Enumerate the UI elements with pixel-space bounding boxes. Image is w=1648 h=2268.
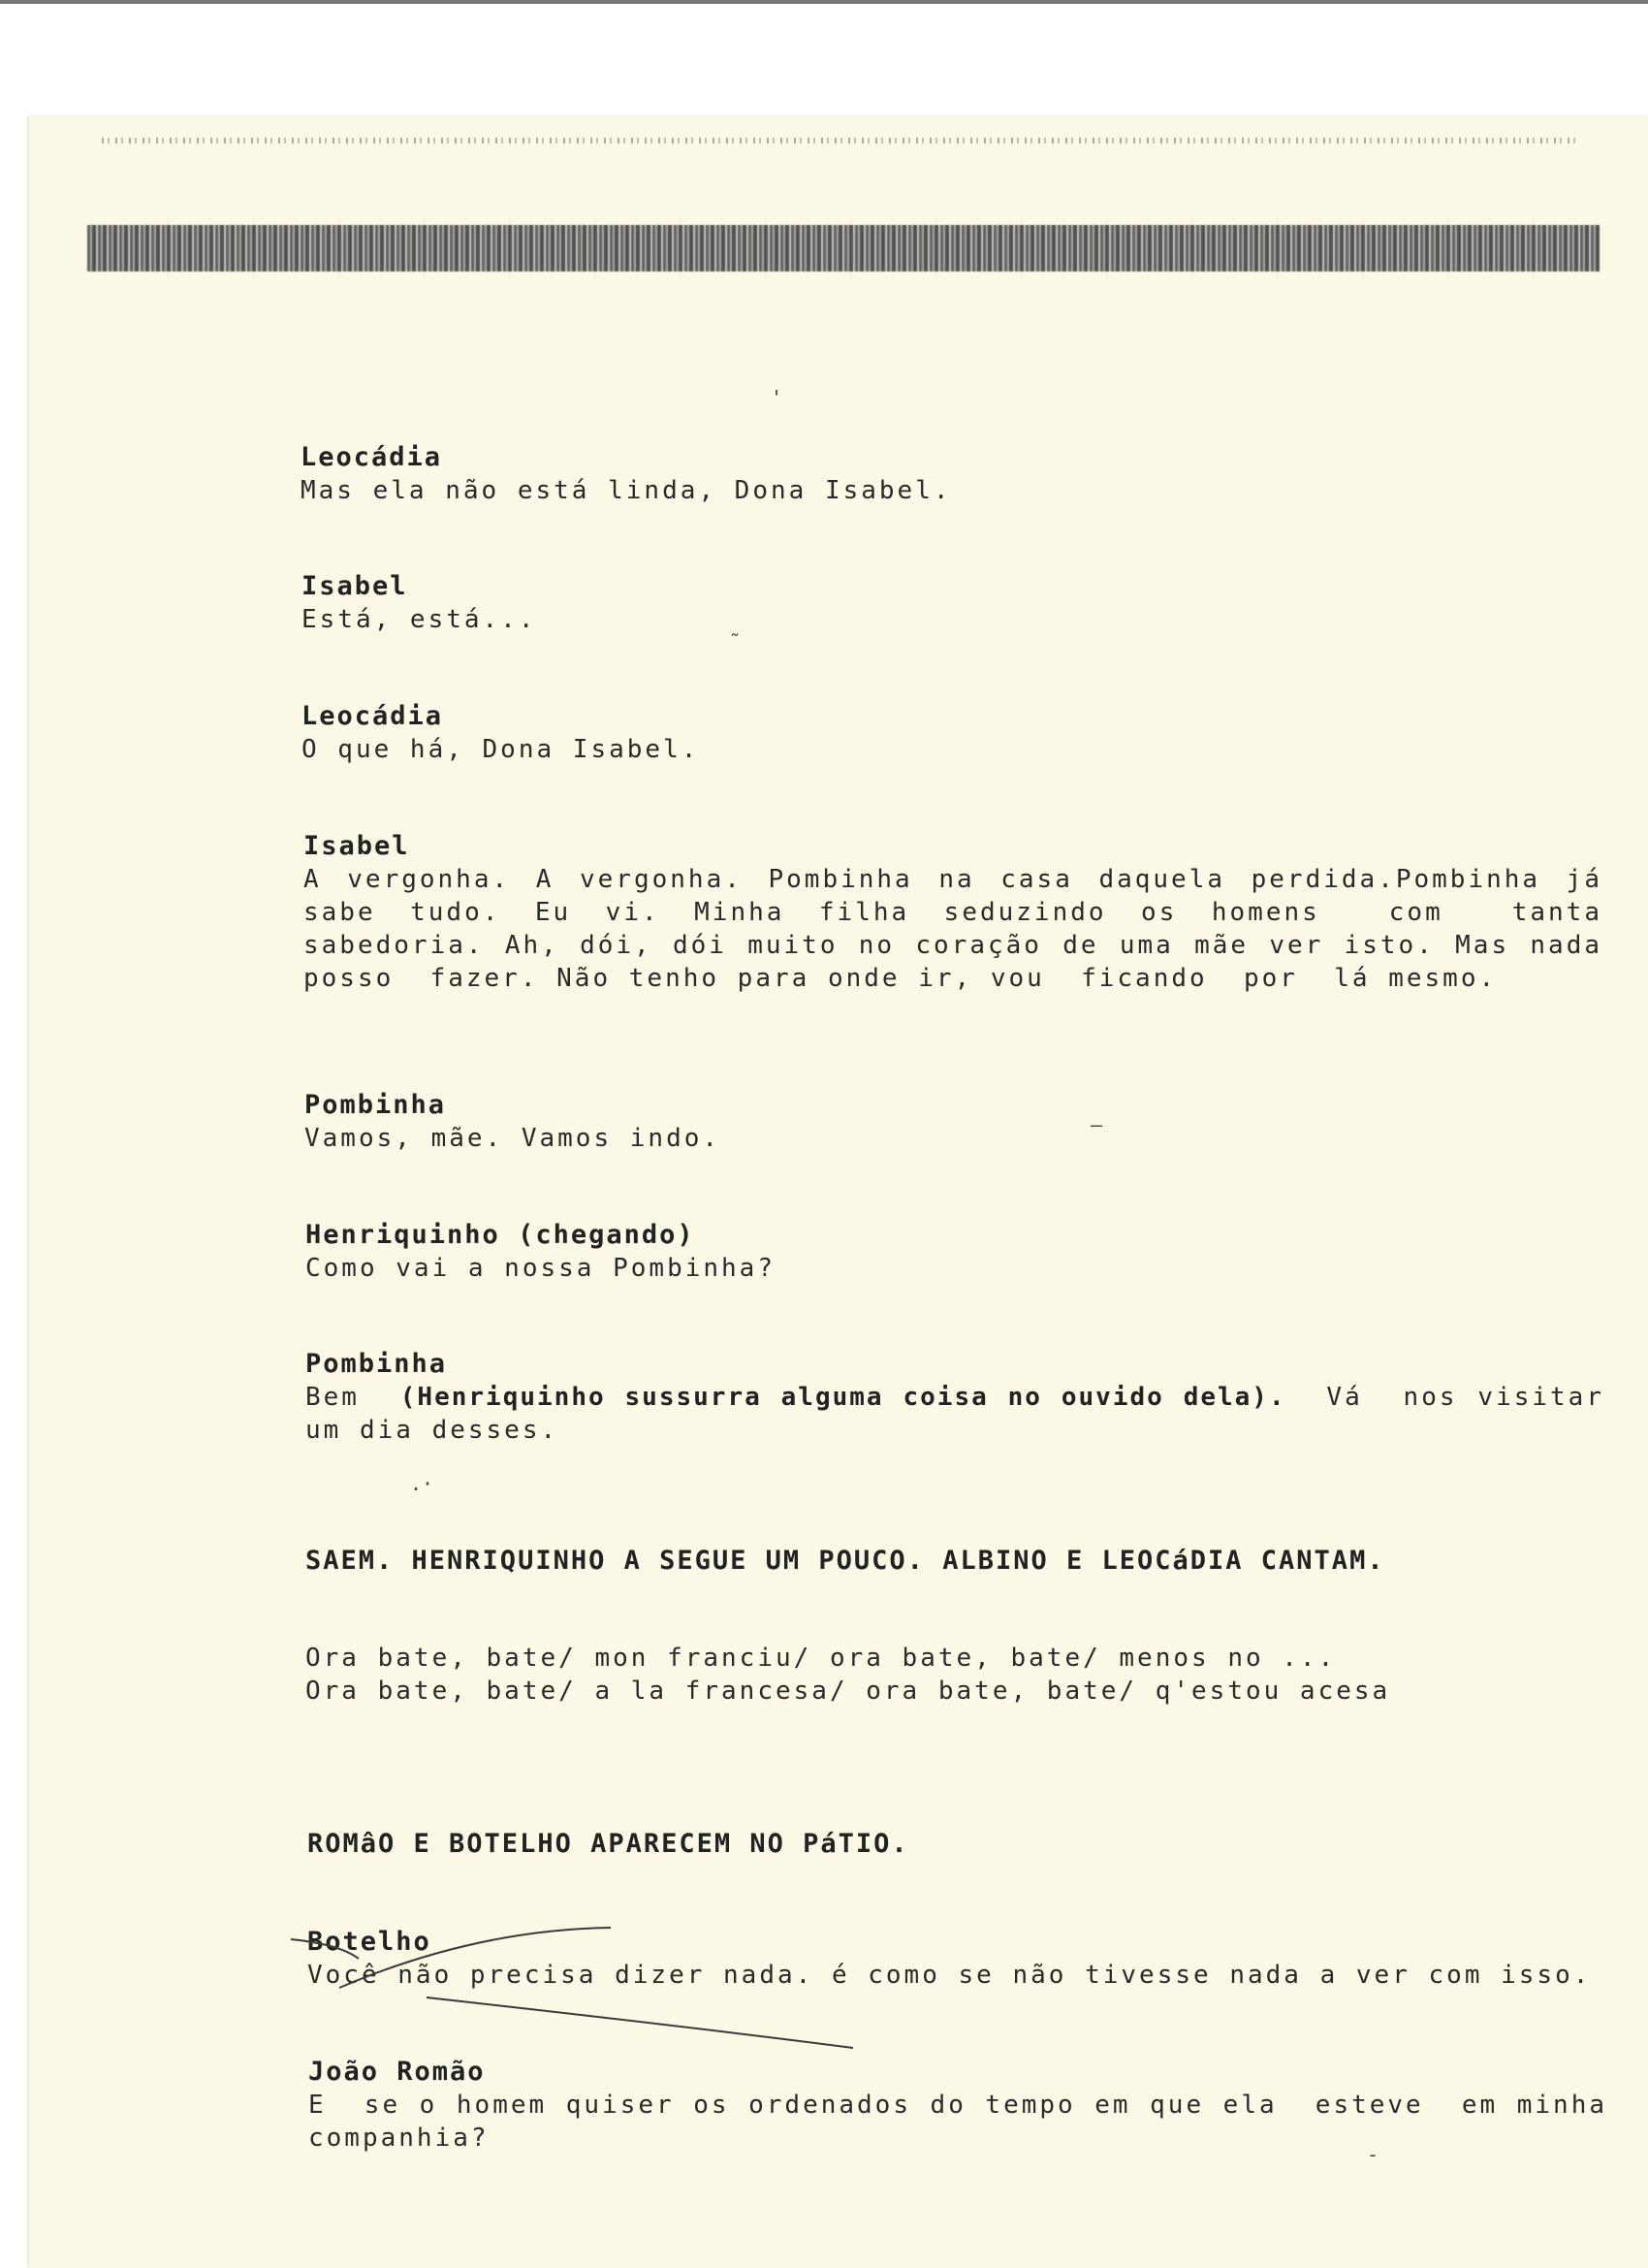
dialogue-line: Como vai a nossa Pombinha? (305, 1254, 776, 1283)
dialogue-block (301, 441, 1600, 507)
speck-mark: .· (410, 1472, 434, 1495)
photocopy-toner-band (87, 225, 1600, 272)
handwritten-strike-marks (281, 1920, 960, 2056)
song-line: Ora bate, bate/ mon franciu/ ora bate, bate/ menos no ... (305, 1644, 1337, 1673)
speaker-name: Pombinha (304, 1090, 447, 1120)
dialogue-block (305, 1348, 1623, 1447)
speaker-name: Isabel (301, 571, 408, 601)
speaker-name: Isabel (303, 831, 410, 861)
speck-mark: ‒ (1091, 1113, 1103, 1136)
speaker-name: Botelho (307, 1927, 431, 1957)
speck-mark: ' (771, 386, 783, 409)
dialogue-block (304, 1089, 1603, 1155)
speaker-name: Leocádia (301, 701, 444, 731)
stage-direction-inline: (Henriquinho sussurra alguma coisa no ouvido dela). (399, 1383, 1286, 1412)
dialogue-line: Mas ela não está linda, Dona Isabel. (301, 476, 952, 505)
dialogue-block (301, 700, 1600, 766)
dialogue-line: O que há, Dona Isabel. (301, 735, 700, 764)
song-lyrics (305, 1642, 1604, 1708)
speaker-name: Henriquinho (chegando) (305, 1220, 695, 1250)
stage-direction-text: ROMâO E BOTELHO APARECEM NO PáTIO. (307, 1829, 909, 1859)
dialogue-line: Está, está... (301, 605, 537, 634)
speck-mark: - (1367, 2143, 1379, 2166)
scan-top-edge (0, 0, 1648, 4)
dialogue-text: Bem (305, 1383, 400, 1412)
song-line: Ora bate, bate/ a la francesa/ ora bate, bate/ q'estou acesa (305, 1677, 1391, 1706)
dialogue-line: A vergonha. A vergonha. Pombinha na casa daquela perdida.Pombinha já sabe tudo. Eu vi. Minha filha seduzindo os homens com tanta sabedoria. Ah, dói, dói muito no coração de uma mãe ver isto. Mas nada posso fazer. Não tenho para onde ir, vou ficando por lá mesmo. (303, 865, 1639, 993)
dialogue-text: Vá nos visitar um dia desses. (305, 1383, 1623, 1445)
photocopy-toner-streak (102, 138, 1575, 144)
dialogue-block (303, 830, 1639, 995)
typewritten-page (29, 116, 1648, 2268)
dialogue-block (305, 1219, 1604, 1285)
speaker-name: João Romão (308, 2057, 486, 2087)
dialogue-line: Você não precisa dizer nada. é como se não tivesse nada a ver com isso. (307, 1961, 1592, 1990)
dialogue-block (301, 570, 1600, 636)
dialogue-line: Vamos, mãe. Vamos indo. (304, 1124, 721, 1153)
speaker-name: Pombinha (305, 1349, 448, 1379)
stage-direction-text: SAEM. HENRIQUINHO A SEGUE UM POUCO. ALBINO E LEOCáDIA CANTAM. (305, 1546, 1385, 1576)
dialogue-line: E se o homem quiser os ordenados do tempo em que ela esteve em minha companhia? (308, 2091, 1626, 2153)
stage-direction (307, 1828, 1606, 1861)
speaker-name: Leocádia (301, 442, 443, 472)
dialogue-block (308, 2056, 1626, 2155)
stage-direction (305, 1545, 1604, 1578)
speck-mark: ˜ (729, 630, 742, 654)
dialogue-line (305, 1381, 1623, 1447)
